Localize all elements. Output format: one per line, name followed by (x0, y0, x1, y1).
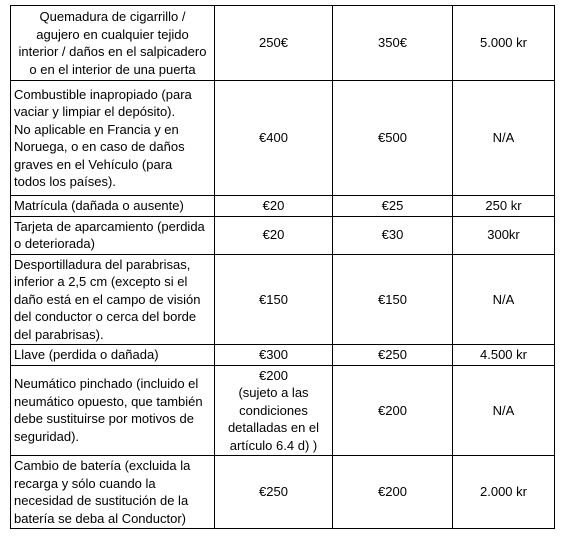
desc-line: daño está en el campo de visión (14, 291, 201, 307)
fee-cell: N/A (453, 254, 555, 345)
desc-line: seguridad). (14, 428, 80, 444)
desc-line: Desportilladura del parabrisas, (14, 256, 191, 272)
table-row (11, 365, 555, 456)
fee-line: artículo 6.4 d) ) (229, 437, 318, 453)
desc-line: todos los países). (14, 174, 116, 189)
fee-cell: €20 (215, 196, 333, 217)
fee-cell: 2.000 kr (453, 456, 555, 529)
table-row (11, 345, 555, 366)
row-description (11, 6, 215, 81)
fee-cell: €25 (333, 196, 453, 217)
row-description (11, 456, 215, 529)
fee-cell: 4.500 kr (453, 345, 555, 366)
fee-cell: 300kr (453, 216, 555, 254)
desc-line: batería se deba al Conductor) (14, 510, 186, 526)
desc-line: o deteriorada) (14, 236, 95, 251)
fee-cell: 250€ (215, 6, 333, 81)
fee-line: €200 (259, 367, 288, 383)
desc-line: o en el interior de una puerta (29, 61, 196, 77)
row-description (11, 196, 215, 217)
fee-cell: €200 (333, 456, 453, 529)
desc-line: interior / daños en el salpicadero (18, 44, 207, 59)
fee-cell: 5.000 kr (453, 6, 555, 81)
table-row (11, 81, 555, 196)
fee-line: (sujeto a las (238, 385, 309, 400)
fee-cell: €400 (215, 81, 333, 196)
row-description (11, 81, 215, 196)
fee-cell: N/A (453, 81, 555, 196)
row-description (11, 254, 215, 345)
desc-line: debe sustituirse por motivos de (14, 411, 194, 427)
fee-cell: €250 (333, 345, 453, 366)
desc-line: agujero en cualquier tejido (36, 26, 189, 42)
fees-table (10, 5, 555, 529)
row-description (11, 345, 215, 366)
fee-cell (215, 365, 333, 456)
desc-line: vaciar y limpiar el depósito). (14, 104, 176, 119)
fees-table-container (10, 5, 555, 529)
desc-line: necesidad de sustitución de la (14, 493, 189, 508)
fee-cell: €30 (333, 216, 453, 254)
fee-cell: €150 (333, 254, 453, 345)
table-row (11, 254, 555, 345)
desc-line: Cambio de batería (excluida la (14, 458, 191, 473)
desc-line: No aplicable en Francia y en (14, 121, 179, 137)
fee-line: condiciones (239, 402, 308, 418)
desc-line: Llave (perdida o dañada) (14, 347, 159, 362)
desc-line: Noruega, o en caso de daños (14, 139, 185, 154)
fee-cell: €20 (215, 216, 333, 254)
fee-cell: €200 (333, 365, 453, 456)
fee-cell: 350€ (333, 6, 453, 81)
desc-line: recarga y sólo cuando la (14, 475, 156, 491)
desc-line: Neumático pinchado (incluido el (14, 376, 199, 392)
fee-cell: €500 (333, 81, 453, 196)
desc-line: Matrícula (dañada o ausente) (14, 198, 184, 213)
desc-line: del conductor o cerca del borde (14, 309, 197, 324)
desc-line: Quemadura de cigarrillo / (39, 9, 186, 24)
fee-cell: €150 (215, 254, 333, 345)
table-row (11, 216, 555, 254)
desc-line: graves en el Vehículo (para (14, 156, 173, 172)
fee-line: detalladas en el (227, 420, 320, 435)
fee-cell: €250 (215, 456, 333, 529)
row-description (11, 365, 215, 456)
table-row (11, 456, 555, 529)
fee-cell: N/A (453, 365, 555, 456)
table-row (11, 6, 555, 81)
table-row (11, 196, 555, 217)
desc-line: inferior a 2,5 cm (excepto si el (14, 274, 188, 289)
desc-line: neumático opuesto, que también (14, 393, 203, 409)
fee-cell: 250 kr (453, 196, 555, 217)
desc-line: Tarjeta de aparcamiento (perdida (14, 218, 205, 234)
desc-line: del parabrisas). (14, 326, 104, 342)
fee-cell: €300 (215, 345, 333, 366)
desc-line: Combustible inapropiado (para (14, 86, 192, 102)
row-description (11, 216, 215, 254)
